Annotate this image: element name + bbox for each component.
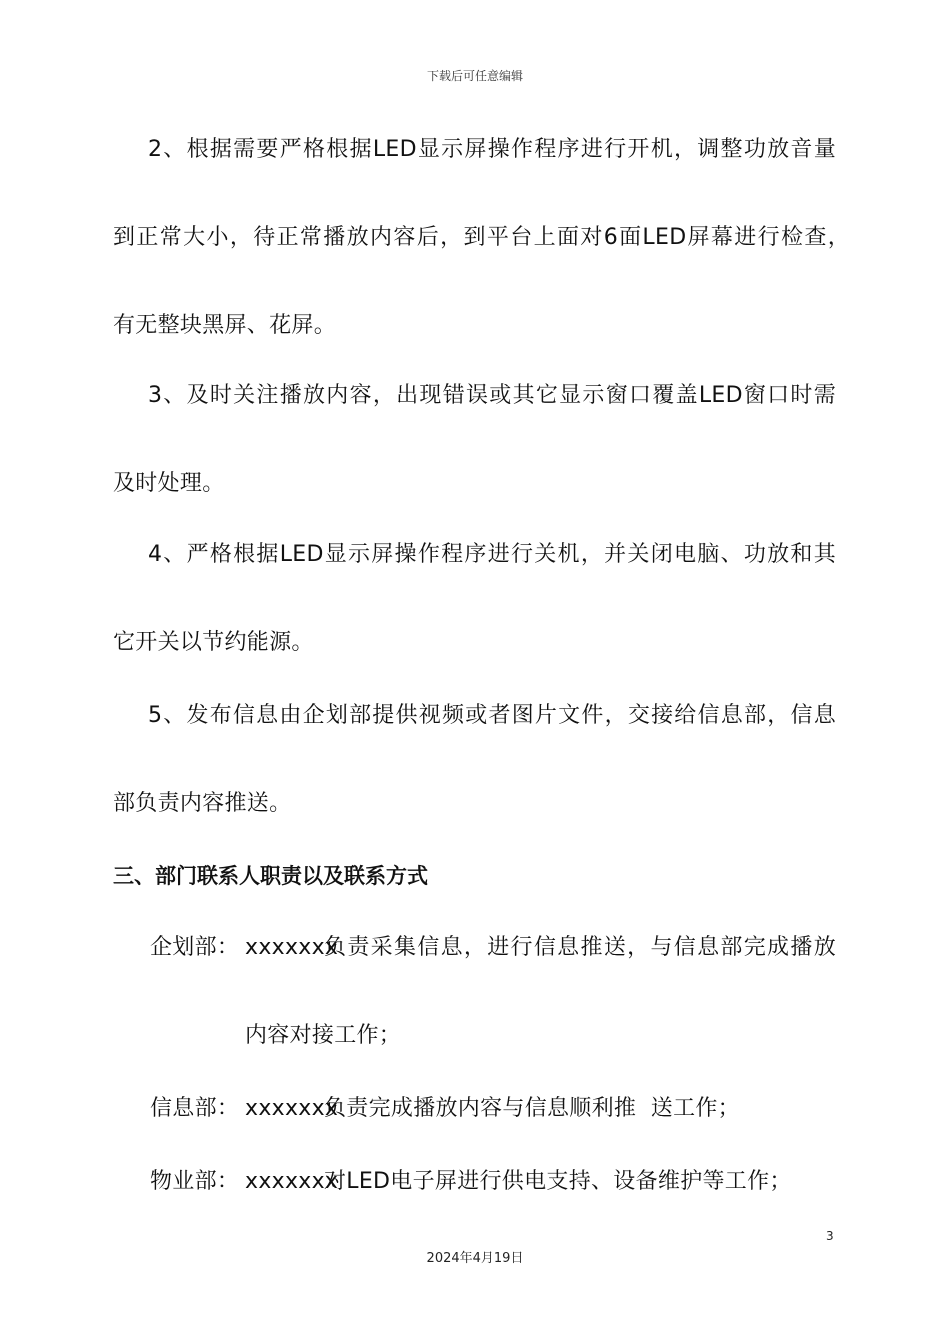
item-2-line-1: 2、根据需要严格根据LED显示屏操作程序进行开机，调整功放音量 bbox=[148, 137, 836, 162]
contact-duty-it: 负责完成播放内容与信息顺利推 送工作； bbox=[324, 1096, 740, 1121]
footer-date: 2024年4月19日 bbox=[426, 1251, 524, 1266]
page-header: 下载后可任意编辑 bbox=[426, 69, 523, 83]
page-number: 3 bbox=[826, 1229, 834, 1243]
contact-name-planning: xxxxxxx bbox=[245, 935, 339, 960]
contact-duty-property: 对LED电子屏进行供电支持、设备维护等工作； bbox=[324, 1169, 792, 1194]
item-2-line-3: 有无整块黑屏、花屏。 bbox=[113, 313, 337, 338]
item-3-line-2: 及时处理。 bbox=[113, 471, 225, 496]
section-heading: 三、部门联系人职责以及联系方式 bbox=[113, 864, 428, 888]
contact-dept-planning: 企划部： bbox=[150, 935, 240, 960]
contact-dept-it: 信息部： bbox=[150, 1096, 240, 1121]
item-3-line-1: 3、及时关注播放内容，出现错误或其它显示窗口覆盖LED窗口时需 bbox=[148, 383, 836, 408]
item-4-line-2: 它开关以节约能源。 bbox=[113, 630, 314, 655]
item-5-line-2: 部负责内容推送。 bbox=[113, 791, 292, 816]
item-2-line-2: 到正常大小，待正常播放内容后，到平台上面对6面LED屏幕进行检查， bbox=[113, 225, 850, 250]
contact-duty-planning-cont: 内容对接工作； bbox=[245, 1023, 402, 1048]
contact-dept-property: 物业部： bbox=[150, 1169, 240, 1194]
contact-name-it: xxxxxxx bbox=[245, 1096, 339, 1121]
contact-duty-planning: 负责采集信息，进行信息推送，与信息部完成播放 bbox=[324, 935, 836, 960]
contact-name-property: xxxxxxx bbox=[245, 1169, 339, 1194]
item-4-line-1: 4、严格根据LED显示屏操作程序进行关机，并关闭电脑、功放和其 bbox=[148, 542, 836, 567]
item-5-line-1: 5、发布信息由企划部提供视频或者图片文件，交接给信息部，信息 bbox=[148, 703, 836, 728]
